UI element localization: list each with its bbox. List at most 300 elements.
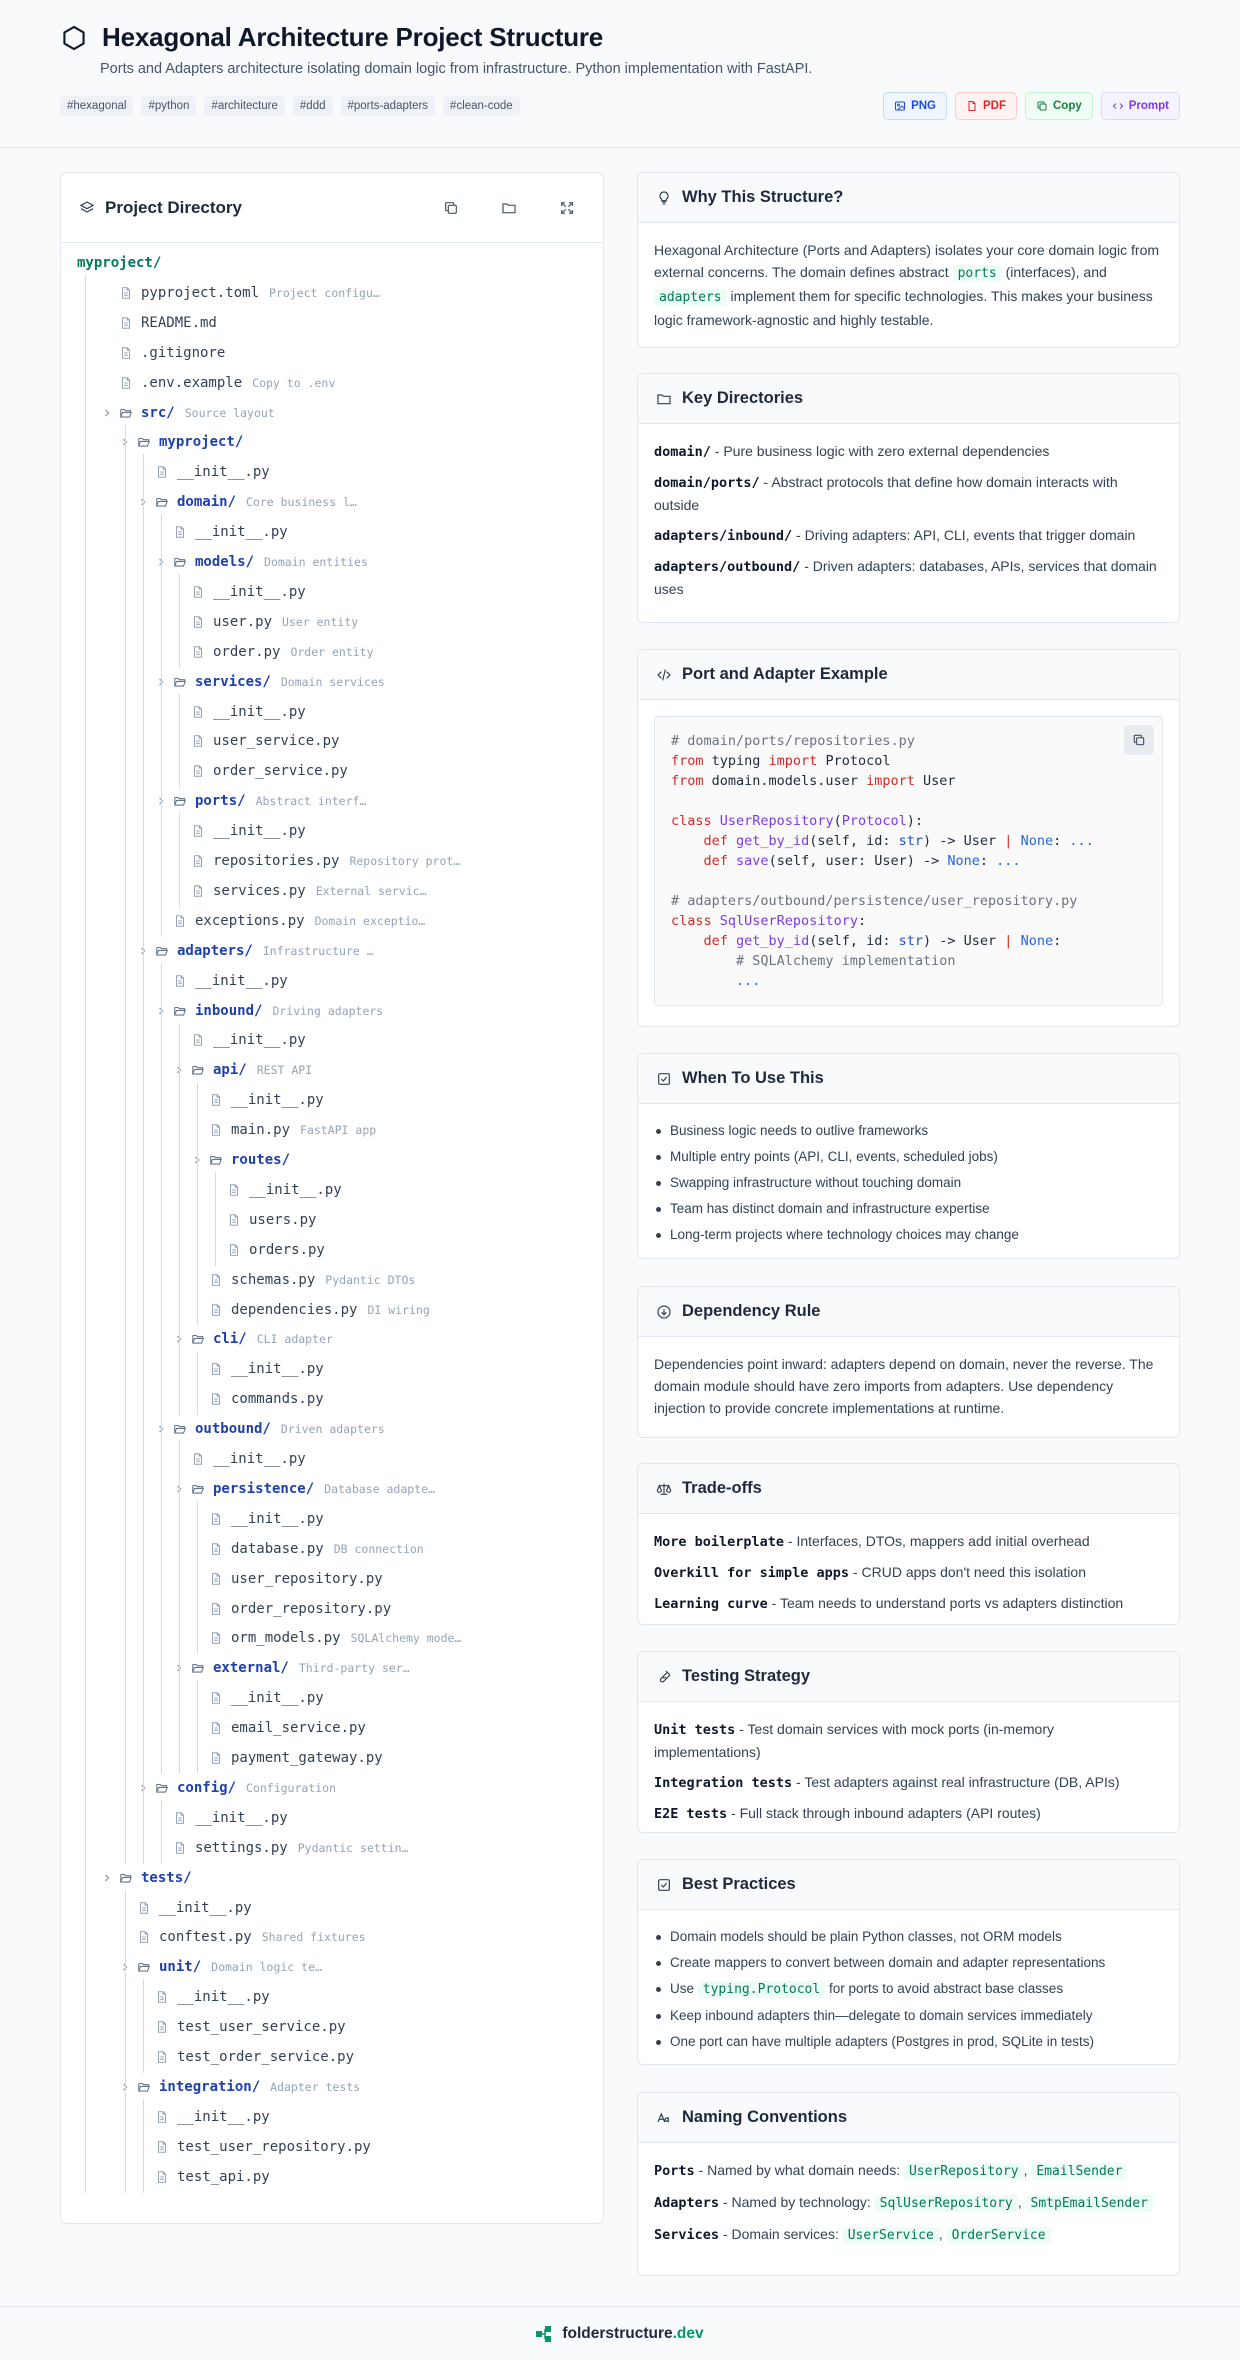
tree-item-name: __init__.py (213, 1032, 306, 1049)
file-icon (227, 1213, 241, 1227)
folder-open-icon (119, 1871, 133, 1885)
tree-item-name: outbound/ (195, 1421, 271, 1438)
tree-guide-line (197, 1680, 198, 1774)
dependency-rule-card (637, 1286, 1180, 1438)
tree-folder-item[interactable] (119, 1868, 192, 1888)
test-desc: - Full stack through inbound adapters (API routes) (727, 1805, 1041, 1821)
list-item (654, 440, 1163, 463)
folder-open-icon (209, 1153, 223, 1167)
inline-code: typing.Protocol (698, 1981, 825, 1998)
file-icon (119, 346, 133, 360)
tree-file-item[interactable] (209, 1748, 383, 1768)
tree-item-name: persistence/ (213, 1480, 315, 1497)
file-icon (209, 1273, 223, 1287)
tree-file-item[interactable] (209, 1628, 461, 1648)
tree-guide-line (125, 425, 126, 1864)
footer-brand[interactable] (562, 2325, 703, 2343)
tree-guide-line (179, 1023, 180, 1416)
tree-file-item[interactable] (209, 1688, 324, 1708)
tree-item-name: __init__.py (159, 1899, 252, 1916)
tree-file-item[interactable] (173, 1838, 409, 1858)
file-icon (209, 1721, 223, 1735)
naming-desc: - Domain services: (719, 2226, 843, 2242)
chevron-right-icon (102, 408, 112, 418)
card-title: When To Use This (682, 1069, 824, 1087)
code-line (671, 871, 1146, 891)
tree-file-item[interactable] (191, 582, 306, 602)
tree-folder-item[interactable] (77, 253, 161, 273)
tree-file-item[interactable] (191, 731, 339, 751)
tree-item-name: pyproject.toml (141, 284, 260, 301)
list-item: Long-term projects where technology choices may change (654, 1224, 1163, 1246)
tree-file-item[interactable] (155, 2107, 270, 2127)
folder-open-icon (137, 2080, 151, 2094)
file-icon (191, 615, 205, 629)
text: Use (670, 1981, 695, 1996)
tag[interactable]: #ddd (293, 96, 333, 116)
tree-item-name: README.md (141, 314, 217, 331)
tree-folder-item[interactable] (173, 672, 385, 692)
export-actions (883, 92, 1180, 120)
tree-item-name: integration/ (159, 2078, 261, 2095)
tree-item-comment: Third-party ser… (298, 1661, 410, 1676)
tree-folder-item[interactable] (209, 1150, 290, 1170)
tree-folder-item[interactable] (191, 1479, 435, 1499)
test-tube-icon (656, 1669, 672, 1685)
project-directory-panel (60, 172, 604, 2224)
tree-file-item[interactable] (209, 1569, 383, 1589)
tree-folder-item[interactable] (137, 2077, 360, 2097)
card-title: Port and Adapter Example (682, 665, 888, 683)
tree-item-name: .gitignore (141, 344, 226, 361)
tree-folder-item[interactable] (119, 403, 275, 423)
file-icon (191, 734, 205, 748)
best-practices-card (637, 1859, 1180, 2065)
tree-item-name: test_api.py (177, 2168, 270, 2185)
arrow-down-circle-icon (656, 1304, 672, 1320)
test-type: Unit tests (654, 1722, 736, 1738)
folder-open-icon (119, 406, 133, 420)
tree-item-name: routes/ (231, 1152, 291, 1168)
tree-item-name: user_service.py (213, 733, 340, 750)
tree-file-item[interactable] (227, 1210, 316, 1230)
tree-guide-line (215, 1172, 216, 1266)
file-icon (209, 1572, 223, 1586)
tree-guide-line (143, 2099, 144, 2193)
tradeoff-desc: - CRUD apps don't need this isolation (849, 1564, 1086, 1580)
folder-open-icon (155, 495, 169, 509)
list-item: Keep inbound adapters thin—delegate to domain services immediately (654, 2005, 1163, 2027)
card-title: Key Directories (682, 389, 804, 407)
prompt-label: Prompt (1128, 100, 1169, 112)
tree-item-name: __init__.py (177, 1989, 270, 2006)
folder-open-icon (137, 1960, 151, 1974)
tag[interactable]: #python (141, 96, 196, 116)
code-wrapper (638, 700, 1179, 1022)
file-icon (191, 705, 205, 719)
tree-file-item[interactable] (119, 343, 225, 363)
tree-folder-item[interactable] (173, 552, 368, 572)
code-line (671, 791, 1146, 811)
inline-code: SqlUserRepository (875, 2195, 1018, 2212)
tree-folder-item[interactable] (173, 791, 366, 811)
tree-item-name: services.py (213, 882, 306, 899)
code-line: class SqlUserRepository: (671, 913, 867, 929)
why-part: Hexagonal Architecture (Ports and Adapters) isolates your core domain logic from external concerns. The domain defines abstract (654, 242, 1160, 280)
code-line: def get_by_id(self, id: str) -> User | None: (703, 933, 1062, 949)
folder-open-icon (137, 435, 151, 449)
tree-item-name: order.py (213, 643, 281, 660)
tree-item-name: test_order_service.py (177, 2049, 355, 2065)
png-button[interactable] (883, 92, 947, 120)
copy-button[interactable] (1025, 92, 1093, 120)
tree-folder-item[interactable] (191, 1329, 333, 1349)
file-icon (173, 525, 187, 539)
tree-item-name: cli/ (213, 1331, 247, 1348)
tree-item-name: __init__.py (195, 524, 288, 541)
why-card (637, 172, 1180, 348)
tree-item-comment: Adapter tests (270, 2079, 361, 2094)
list-item (654, 1802, 1163, 1825)
tree-item-name: domain/ (177, 494, 237, 511)
file-icon (209, 1751, 223, 1765)
tree-folder-item[interactable] (155, 1778, 336, 1798)
tree-file-item[interactable] (191, 1030, 306, 1050)
tree-folder-item[interactable] (137, 1957, 322, 1977)
card-body (638, 1104, 1179, 1259)
tree-guide-line (161, 514, 162, 937)
tree-file-item[interactable] (119, 313, 217, 333)
tree-item-name: order_repository.py (231, 1600, 392, 1617)
list-item: Domain models should be plain Python classes, not ORM models (654, 1926, 1163, 1948)
dir-name: adapters/inbound/ (654, 528, 793, 544)
file-icon (173, 974, 187, 988)
file-icon (191, 645, 205, 659)
list-item (654, 471, 1163, 516)
text: for ports to avoid abstract base classes (828, 1981, 1064, 1996)
tree-guide-line (85, 275, 86, 2193)
pdf-button[interactable] (955, 92, 1017, 120)
code-line: from typing import Protocol (671, 753, 891, 769)
tradeoffs-card (637, 1463, 1180, 1625)
tradeoff-name: Overkill for simple apps (654, 1565, 850, 1581)
tree-file-item[interactable] (155, 2137, 371, 2157)
tree-item-name: __init__.py (177, 464, 270, 481)
tree-file-item[interactable] (209, 1389, 324, 1409)
list-item (654, 2159, 1163, 2183)
file-icon (191, 764, 205, 778)
tree-file-item[interactable] (191, 1449, 306, 1469)
tree-item-name: test_user_service.py (177, 2019, 346, 2036)
file-icon (209, 1512, 223, 1526)
pdf-label: PDF (983, 100, 1006, 112)
file-icon (209, 1123, 223, 1137)
tree-item-name: __init__.py (231, 1092, 324, 1109)
tree-file-item[interactable] (209, 1718, 366, 1738)
tree-file-item[interactable] (227, 1180, 342, 1200)
tree-item-comment: Configuration (246, 1780, 337, 1795)
code-line: ... (736, 973, 761, 989)
tree-file-item[interactable] (191, 851, 460, 871)
tree-item-name: myproject/ (77, 255, 162, 271)
tradeoffs-list (638, 1514, 1179, 1625)
tree-file-item[interactable] (155, 462, 270, 482)
list-item: Team has distinct domain and infrastructure expertise (654, 1198, 1163, 1220)
tag[interactable]: #clean-code (443, 96, 520, 116)
tree-item-comment: User entity (282, 614, 359, 629)
folder-open-icon (173, 675, 187, 689)
folder-open-icon (173, 1004, 187, 1018)
tree-file-item[interactable] (173, 971, 288, 991)
inline-code: adapters (654, 289, 727, 306)
list-item: Business logic needs to outlive frameworks (654, 1120, 1163, 1142)
tree-guide-line (179, 574, 180, 668)
tree-file-item[interactable] (209, 1539, 424, 1559)
card-title: Trade-offs (682, 1479, 762, 1497)
tree-item-name: conftest.py (159, 1929, 252, 1946)
file-icon (173, 1811, 187, 1825)
tree-item-name: dependencies.py (231, 1301, 358, 1318)
tree-file-item[interactable] (209, 1120, 376, 1140)
tree-item-name: users.py (249, 1211, 317, 1228)
file-icon (137, 1901, 151, 1915)
list-item (654, 1592, 1163, 1615)
list-item: Swapping infrastructure without touching domain (654, 1172, 1163, 1194)
code-line: # domain/ports/repositories.py (671, 733, 915, 749)
card-header (638, 2093, 1179, 2143)
lightbulb-icon (656, 190, 672, 206)
tree-guide-line (125, 1890, 126, 2193)
file-icon (209, 1631, 223, 1645)
tree-guide-line (143, 454, 144, 1863)
tree-item-comment: External servic… (315, 883, 427, 898)
tree-folder-item[interactable] (155, 492, 357, 512)
list-item: One port can have multiple adapters (Postgres in prod, SQLite in tests) (654, 2031, 1163, 2053)
copy-icon (1036, 100, 1048, 112)
card-header (638, 1464, 1179, 1514)
tree-item-name: commands.py (231, 1391, 324, 1408)
folder-open-icon (191, 1482, 205, 1496)
tree-file-item[interactable] (191, 761, 348, 781)
tree-item-name: database.py (231, 1540, 324, 1557)
list-item (654, 1771, 1163, 1794)
tree-item-comment: Order entity (290, 644, 374, 659)
file-icon (155, 465, 169, 479)
tree-file-item[interactable] (227, 1240, 325, 1260)
file-icon (155, 2170, 169, 2184)
tree-file-item[interactable] (119, 373, 335, 393)
tree-item-comment: DB connection (333, 1541, 424, 1556)
code-line: def save(self, user: User) -> None: ... (703, 853, 1021, 869)
dir-name: domain/ (654, 444, 711, 460)
naming-key: Ports (654, 2163, 695, 2179)
test-type: Integration tests (654, 1775, 793, 1791)
tag[interactable]: #hexagonal (60, 96, 133, 116)
folder-open-icon (173, 794, 187, 808)
code-line: class UserRepository(Protocol): (671, 813, 924, 829)
tree-file-item[interactable] (191, 821, 306, 841)
tree-item-comment: Pydantic DTOs (325, 1272, 416, 1287)
why-part: implement them for specific technologies. This makes your business logic framework-agnostic and highly testable. (654, 288, 1153, 328)
tree-file-item[interactable] (155, 2167, 270, 2187)
folderstructure-logo-icon (536, 2326, 554, 2342)
tree-file-item[interactable] (155, 2017, 346, 2037)
tree-file-item[interactable] (155, 2047, 354, 2067)
tree-item-name: models/ (195, 554, 255, 570)
tree-file-item[interactable] (209, 1270, 415, 1290)
folder-open-icon (173, 555, 187, 569)
tree-item-name: orm_models.py (231, 1630, 341, 1647)
tree-item-name: inbound/ (195, 1002, 263, 1019)
page-footer (0, 2306, 1240, 2360)
scale-icon (656, 1481, 672, 1497)
copy-tree-button[interactable] (433, 190, 469, 226)
tree-item-name: config/ (177, 1779, 237, 1796)
list-item (654, 1530, 1163, 1553)
tree-item-name: unit/ (159, 1959, 202, 1976)
tree-item-name: __init__.py (231, 1690, 324, 1707)
tree-file-item[interactable] (209, 1090, 324, 1110)
tree-item-comment: Abstract interf… (255, 794, 367, 809)
tree-item-name: .env.example (141, 374, 243, 391)
tree-item-comment: REST API (256, 1063, 313, 1078)
prompt-button[interactable] (1101, 92, 1180, 120)
file-icon (209, 1542, 223, 1556)
card-header (638, 1054, 1179, 1104)
tree-item-name: ports/ (195, 793, 246, 810)
tree-item-comment: Domain exceptio… (314, 913, 426, 928)
tag[interactable]: #architecture (204, 96, 284, 116)
tree-file-item[interactable] (155, 1987, 270, 2007)
tree-folder-item[interactable] (137, 432, 243, 452)
tree-item-comment: Source layout (184, 405, 275, 420)
tree-item-name: __init__.py (213, 1451, 306, 1467)
expand-icon (559, 200, 575, 216)
card-title: Why This Structure? (682, 188, 844, 206)
tree-file-item[interactable] (209, 1599, 391, 1619)
card-header (638, 650, 1179, 700)
file-icon (209, 1303, 223, 1317)
card-title: Best Practices (682, 1875, 796, 1893)
tree-item-comment: Core business l… (246, 495, 357, 510)
list-item (654, 555, 1163, 600)
tree-file-item[interactable] (137, 1927, 366, 1947)
page-title: Hexagonal Architecture Project Structure (102, 22, 604, 52)
tree-item-comment: DI wiring (367, 1302, 430, 1317)
code-block (654, 716, 1163, 1006)
tree-item-comment: Copy to .env (252, 375, 336, 390)
file-icon (155, 2020, 169, 2034)
png-label: PNG (911, 100, 936, 112)
file-icon (191, 854, 205, 868)
tag[interactable]: #ports-adapters (341, 96, 436, 116)
file-icon (119, 316, 133, 330)
separator: , (1023, 2162, 1028, 2178)
tree-file-item[interactable] (209, 1300, 430, 1320)
tree-item-comment: Shared fixtures (261, 1930, 366, 1945)
tree-file-item[interactable] (119, 283, 380, 303)
tree-item-name: __init__.py (249, 1181, 342, 1198)
test-desc: - Test domain services with mock ports (in-memory implementations) (654, 1721, 1054, 1760)
naming-key: Adapters (654, 2195, 720, 2211)
naming-key: Services (654, 2227, 720, 2243)
list-item (654, 1718, 1163, 1763)
tree-file-item[interactable] (173, 522, 288, 542)
tree-file-item[interactable] (191, 642, 374, 662)
file-icon (227, 1183, 241, 1197)
tree-guide-line (161, 963, 162, 1774)
tree-file-item[interactable] (137, 1898, 252, 1918)
separator: , (1017, 2194, 1022, 2210)
tree-folder-item[interactable] (191, 1060, 312, 1080)
tree-item-name: exceptions.py (195, 912, 305, 929)
dir-desc: - Pure business logic with zero external dependencies (710, 443, 1050, 459)
tree-folder-item[interactable] (191, 1658, 410, 1678)
panel-header (61, 173, 603, 243)
brand-tld: .dev (672, 2324, 704, 2342)
naming-list (638, 2143, 1179, 2271)
checkbox-icon (656, 1877, 672, 1893)
tree-item-name: tests/ (141, 1869, 192, 1886)
folder-open-icon (191, 1332, 205, 1346)
tree-item-name: __init__.py (231, 1361, 324, 1378)
tree-file-item[interactable] (209, 1509, 324, 1529)
tag-list (60, 96, 520, 116)
tree-file-item[interactable] (173, 1808, 288, 1828)
tree-item-name: user.py (213, 613, 273, 630)
tree-file-item[interactable] (173, 911, 425, 931)
tree-item-name: schemas.py (231, 1271, 316, 1288)
tree-item-comment: Pydantic settin… (297, 1840, 409, 1855)
tree-folder-item[interactable] (173, 1001, 383, 1021)
code-icon (656, 667, 672, 683)
tree-file-item[interactable] (209, 1359, 324, 1379)
list-item: Create mappers to convert between domain and adapter representations (654, 1952, 1163, 1974)
file-icon (191, 1452, 205, 1466)
file-icon (173, 1841, 187, 1855)
list-item (654, 1978, 1163, 2001)
tree-file-item[interactable] (191, 702, 306, 722)
tree-item-comment: FastAPI app (300, 1123, 377, 1138)
tree-file-item[interactable] (191, 612, 358, 632)
file-icon (209, 1392, 223, 1406)
tree-folder-item[interactable] (155, 941, 374, 961)
card-header (638, 173, 1179, 223)
text-icon (656, 2110, 672, 2126)
file-icon (119, 376, 133, 390)
file-icon (191, 585, 205, 599)
tree-item-comment: Driving adapters (272, 1003, 384, 1018)
tree-item-name: payment_gateway.py (231, 1750, 383, 1766)
copy-code-button[interactable] (1124, 725, 1154, 755)
collapse-folders-button[interactable] (491, 190, 527, 226)
card-body (638, 1910, 1179, 2065)
tree-folder-item[interactable] (173, 1419, 385, 1439)
image-icon (894, 100, 906, 112)
expand-button[interactable] (549, 190, 585, 226)
tree-file-item[interactable] (191, 881, 427, 901)
tree-item-name: test_user_repository.py (177, 2138, 371, 2155)
inline-code: OrderService (947, 2227, 1051, 2244)
file-icon (227, 1243, 241, 1257)
file-icon (155, 2140, 169, 2154)
list-item (654, 524, 1163, 547)
folder-open-icon (191, 1661, 205, 1675)
inline-code: EmailSender (1031, 2163, 1127, 2180)
inline-code: SmtpEmailSender (1026, 2195, 1153, 2212)
code-line: # SQLAlchemy implementation (671, 953, 956, 969)
tree-item-name: __init__.py (213, 583, 306, 600)
